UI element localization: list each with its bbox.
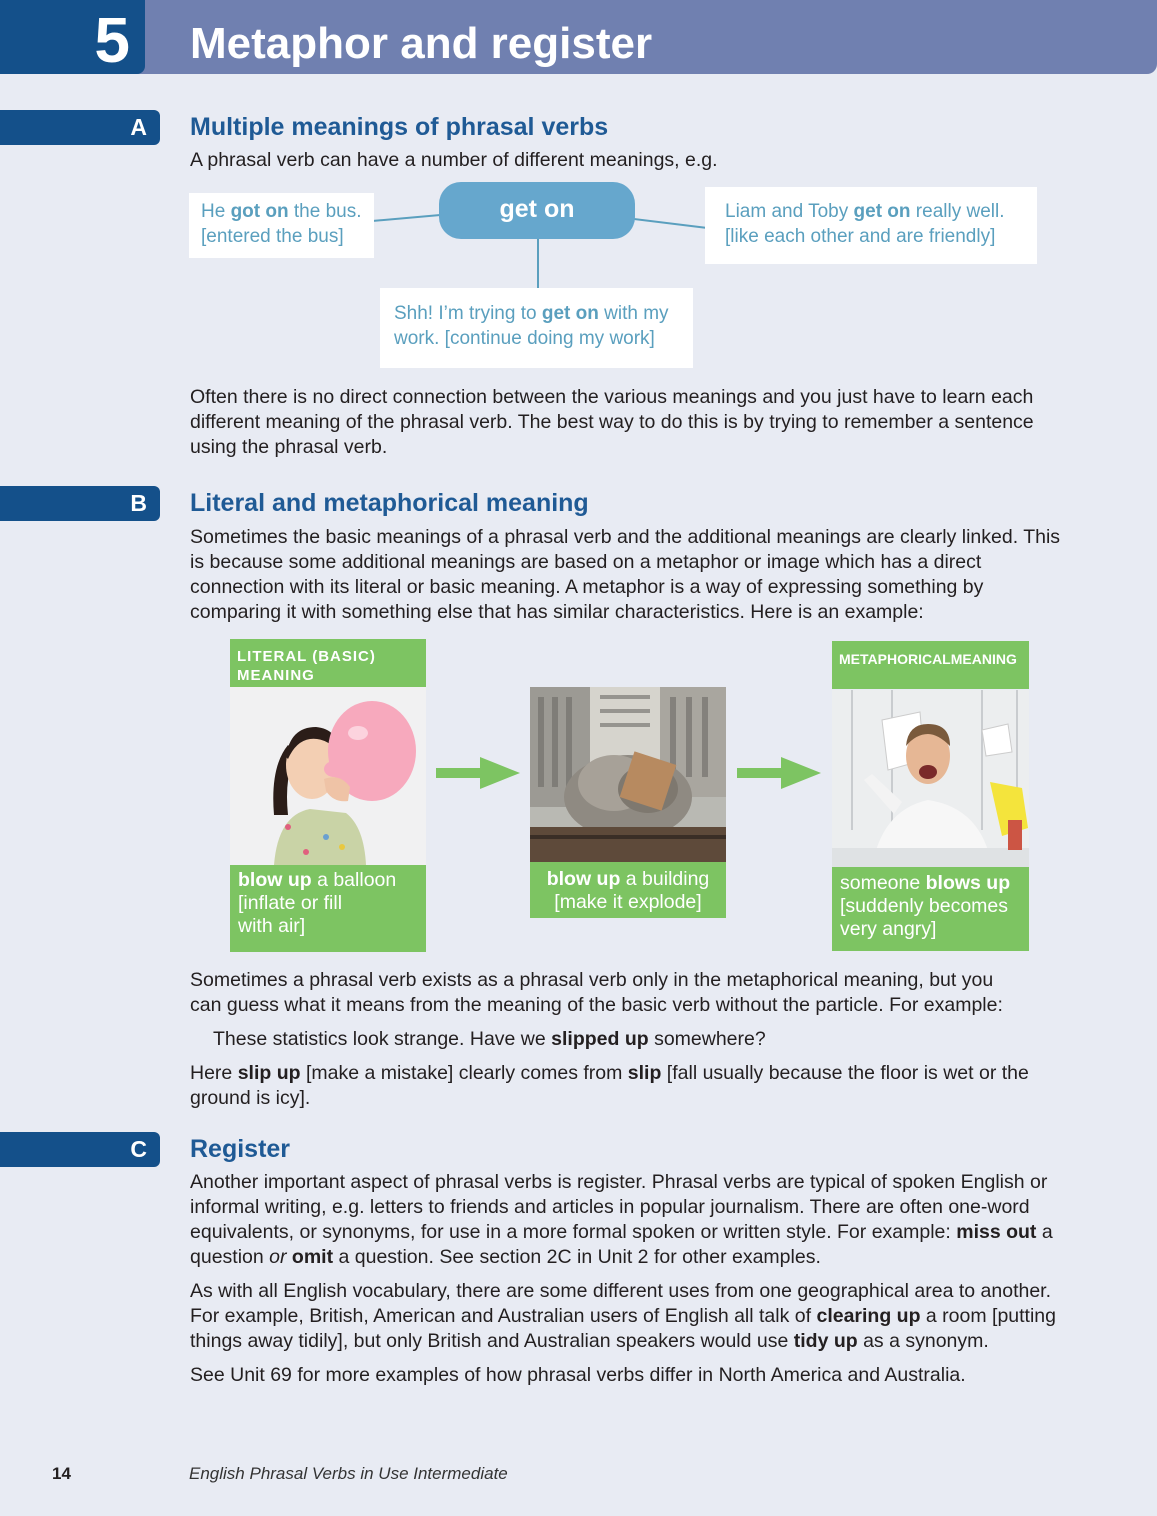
arrow-right-icon (436, 755, 522, 791)
metaphorical-meaning-label: METAPHORICALMEANING (839, 651, 1017, 667)
section-c-heading: Register (190, 1135, 291, 1163)
mindmap-box-right: Liam and Toby get on really well. [like each other and are friendly] (705, 187, 1037, 264)
section-tab-b: B (0, 486, 160, 521)
arrow-right-icon (737, 755, 823, 791)
section-b-para2: Sometimes a phrasal verb exists as a phrasal verb only in the metaphorical meaning, but you can guess what it means from the meaning of the basic verb without the particle. For example: (190, 969, 1003, 1016)
connector-left (372, 214, 442, 222)
section-b-para3: Here slip up [make a mistake] clearly comes from slip [fall usually because the floor is wet or the ground is icy]. (190, 1062, 1029, 1109)
mindmap-box-bottom: Shh! I’m trying to get on with my work. [continue doing my work] (380, 288, 693, 368)
section-tab-a: A (0, 110, 160, 145)
girl-balloon-image (230, 687, 426, 865)
section-c-para3: See Unit 69 for more examples of how phrasal verbs differ in North America and Australia. (190, 1364, 966, 1386)
literal-meaning-label: LITERAL (BASIC) MEANING (237, 648, 376, 684)
angry-man-image (832, 690, 1029, 867)
connector-right (634, 218, 707, 229)
section-tab-c: C (0, 1132, 160, 1167)
building-caption-box: blow up a building [make it explode] (530, 862, 726, 918)
section-b-intro: Sometimes the basic meanings of a phrasal verb and the additional meanings are clearly linked. This is because some additional meanings are based on a metaphor or image which has a direct connection with its literal or basic meaning. A metaphor is a way of expressing something by comparing it with something else that has similar characteristics. Here is an example: (190, 526, 1061, 623)
section-b-example: These statistics look strange. Have we slipped up somewhere? (213, 1028, 766, 1050)
section-c-para1: Another important aspect of phrasal verbs is register. Phrasal verbs are typical of spoken English or informal writing, e.g. letters to friends and articles in popular journalism. There are often one-word equivalents, or synonyms, for use in a more formal spoken or written style. For example: miss out a question or omit a question. See section 2C in Unit 2 for other examples. (190, 1171, 1053, 1268)
section-a-heading: Multiple meanings of phrasal verbs (190, 113, 609, 141)
section-a-body: Often there is no direct connection between the various meanings and you just have to learn each different meaning of the phrasal verb. The best way to do this is by trying to remember a sentence using the phrasal verb. (190, 386, 1034, 458)
building-explosion-image (530, 687, 726, 862)
section-a-intro: A phrasal verb can have a number of different meanings, e.g. (190, 149, 718, 171)
metaphorical-meaning-label-box (832, 641, 1029, 689)
unit-number: 5 (94, 4, 130, 76)
mindmap-box-left: He got on the bus. [entered the bus] (189, 193, 374, 258)
section-b-heading: Literal and metaphorical meaning (190, 489, 589, 517)
connector-bottom (537, 238, 539, 288)
book-title: English Phrasal Verbs in Use Intermediate (189, 1464, 508, 1483)
section-c-para2: As with all English vocabulary, there are some different uses from one geographical area to another. For example, British, American and Australian users of English all talk of clearing up a room [putting things away tidily], but only British and Australian speakers would use tidy up as a synonym. (190, 1280, 1056, 1352)
metaphorical-caption-box: someone blows up [suddenly becomes very angry] (832, 867, 1029, 951)
unit-title: Metaphor and register (190, 19, 653, 68)
page-number: 14 (52, 1464, 71, 1483)
mindmap-center-get-on: get on (439, 182, 635, 239)
literal-caption-box: blow up a balloon [inflate or fill with air] (230, 865, 426, 952)
literal-meaning-label-box (230, 639, 426, 687)
